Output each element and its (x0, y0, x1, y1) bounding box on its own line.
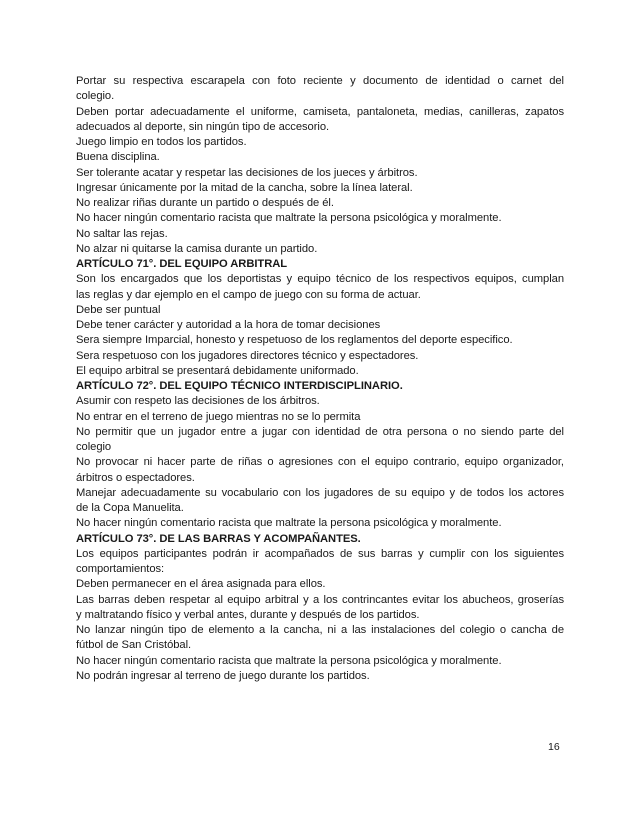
text-line: No podrán ingresar al terreno de juego durante los partidos. (76, 669, 370, 682)
text-line: No provocar ni hacer parte de riñas o agresiones con el equipo contrario, equipo organizador, (76, 456, 564, 469)
text-line: Debe ser puntual (76, 303, 161, 316)
text-line: colegio (76, 441, 112, 453)
document-body (76, 74, 564, 684)
text-line: No lanzar ningún tipo de elemento a la cancha, ni a las instalaciones del colegio o cancha de (76, 624, 564, 636)
text-line: Son los encargados que los deportistas y equipo técnico de los respectivos equipos, cumplan (76, 273, 564, 286)
text-line: No entrar en el terreno de juego mientras no se lo permita (76, 410, 361, 423)
text-line: No permitir que un jugador entre a jugar con identidad de otra persona o no siendo parte del (76, 425, 564, 438)
text-line: colegio. (76, 90, 115, 103)
section-heading: ARTÍCULO 71°. DEL EQUIPO ARBITRAL (76, 258, 288, 270)
text-line: No alzar ni quitarse la camisa durante un partido. (76, 242, 318, 255)
text-line: Sera respetuoso con los jugadores directores técnico y espectadores. (76, 349, 419, 362)
text-line: Asumir con respeto las decisiones de los árbitros. (76, 395, 320, 408)
section-heading: ARTÍCULO 72°. DEL EQUIPO TÉCNICO INTERDISCIPLINARIO. (76, 380, 403, 392)
text-line: Los equipos participantes podrán ir acompañados de sus barras y cumplir con los siguientes (76, 547, 564, 560)
text-line: Ingresar únicamente por la mitad de la cancha, sobre la línea lateral. (76, 181, 413, 194)
text-line: comportamientos: (76, 563, 165, 575)
text-line: Sera siempre Imparcial, honesto y respetuoso de los reglamentos del deporte especifico. (76, 334, 513, 347)
section-heading: ARTÍCULO 73°. DE LAS BARRAS Y ACOMPAÑANTES. (76, 532, 361, 545)
text-line: árbitros o espectadores. (76, 471, 195, 484)
text-line: adecuados al deporte, sin ningún tipo de accesorio. (76, 120, 330, 133)
page-number: 16 (548, 741, 560, 753)
text-line: Deben permanecer en el área asignada para ellos. (76, 578, 326, 591)
text-line: de la Copa Manuelita. (76, 502, 184, 514)
text-line: No hacer ningún comentario racista que maltrate la persona psicológica y moralmente. (76, 517, 502, 530)
text-line: No saltar las rejas. (76, 227, 168, 240)
text-line: Ser tolerante acatar y respetar las decisiones de los jueces y árbitros. (76, 166, 418, 179)
text-line: No realizar riñas durante un partido o después de él. (76, 197, 334, 209)
text-line: Portar su respectiva escarapela con foto reciente y documento de identidad o carnet del (76, 75, 564, 87)
text-line: No hacer ningún comentario racista que maltrate la persona psicológica y moralmente. (76, 212, 502, 225)
text-line: Las barras deben respetar al equipo arbitral y a los contrincantes evitar los abucheos, groserías (76, 593, 564, 606)
text-line: Deben portar adecuadamente el uniforme, camiseta, pantaloneta, medias, canilleras, zapatos (76, 105, 564, 118)
text-line: El equipo arbitral se presentará debidamente uniformado. (76, 364, 359, 377)
text-line: Manejar adecuadamente su vocabulario con los jugadores de su equipo y de todos los actores (76, 486, 564, 499)
text-line: Juego limpio en todos los partidos. (76, 136, 247, 148)
text-line: fútbol de San Cristóbal. (76, 639, 192, 652)
text-line: No hacer ningún comentario racista que maltrate la persona psicológica y moralmente. (76, 654, 502, 667)
text-line: Buena disciplina. (76, 151, 160, 164)
text-line: las reglas y dar ejemplo en el campo de juego con su forma de actuar. (76, 288, 421, 301)
text-line: Debe tener carácter y autoridad a la hora de tomar decisiones (76, 319, 381, 331)
text-line: y maltratando físico y verbal antes, durante y después de los partidos. (76, 608, 420, 621)
